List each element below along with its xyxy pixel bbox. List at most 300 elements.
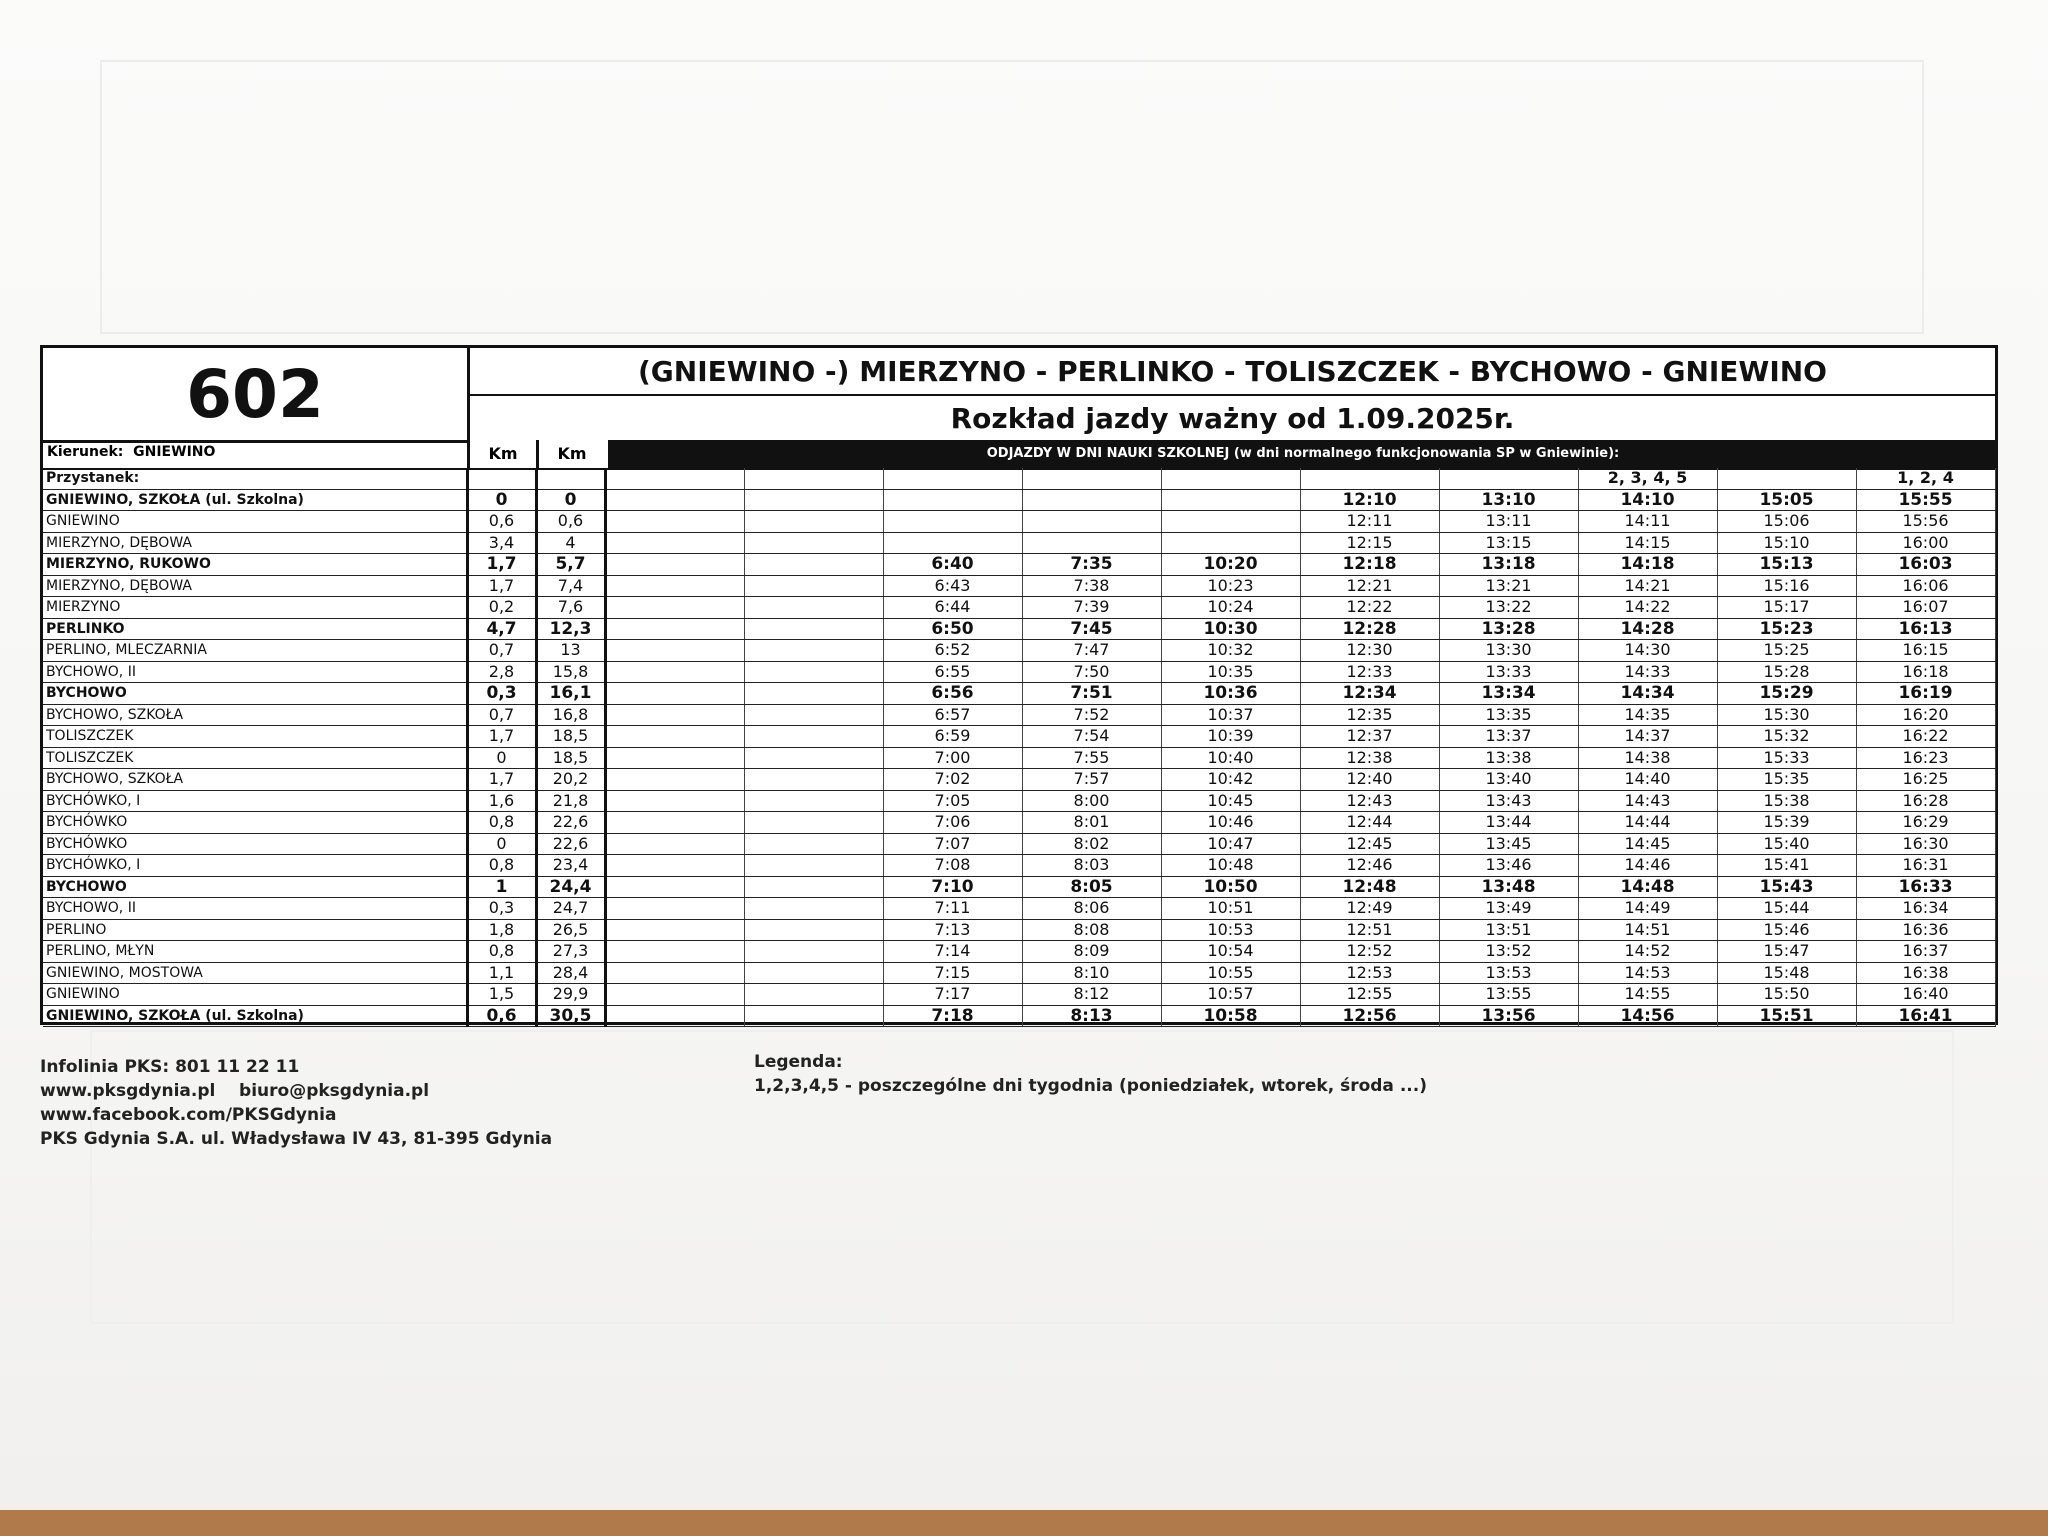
stop-name: MIERZYNO, DĘBOWA — [43, 532, 467, 554]
departure-time: 15:05 — [1717, 489, 1856, 511]
departure-time: 12:46 — [1300, 855, 1439, 877]
departure-time: 15:29 — [1717, 683, 1856, 705]
departure-time: 12:56 — [1300, 1005, 1439, 1027]
departure-time: 10:55 — [1161, 962, 1300, 984]
departure-time: 15:33 — [1717, 747, 1856, 769]
departure-time: 10:53 — [1161, 919, 1300, 941]
km-cumulative: 23,4 — [536, 855, 605, 877]
stop-name: BYCHOWO, SZKOŁA — [43, 769, 467, 791]
departure-time: 13:35 — [1439, 704, 1578, 726]
departure-time: 6:40 — [883, 554, 1022, 576]
departure-time: 16:20 — [1856, 704, 1995, 726]
departure-time: 14:35 — [1578, 704, 1717, 726]
departure-time: 14:46 — [1578, 855, 1717, 877]
km-cumulative: 15,8 — [536, 661, 605, 683]
departure-time: 16:40 — [1856, 984, 1995, 1006]
km-segment: 1,1 — [467, 962, 536, 984]
table-row — [43, 919, 1995, 941]
stop-name: TOLISZCZEK — [43, 726, 467, 748]
table-row — [43, 769, 1995, 791]
departure-time: 6:56 — [883, 683, 1022, 705]
km-segment: 0,3 — [467, 683, 536, 705]
departure-time — [744, 618, 883, 640]
departure-time: 8:06 — [1022, 898, 1161, 920]
departure-time: 10:48 — [1161, 855, 1300, 877]
departure-time: 7:10 — [883, 876, 1022, 898]
day-note: 1, 2, 4 — [1856, 468, 1995, 489]
timetable-grid — [43, 468, 1996, 1027]
departure-time — [744, 683, 883, 705]
departure-time: 8:10 — [1022, 962, 1161, 984]
departure-time: 8:12 — [1022, 984, 1161, 1006]
departure-time: 7:02 — [883, 769, 1022, 791]
departure-time: 14:51 — [1578, 919, 1717, 941]
table-row — [43, 876, 1995, 898]
stop-name: BYCHOWO, II — [43, 898, 467, 920]
departure-time: 13:21 — [1439, 575, 1578, 597]
table-row — [43, 812, 1995, 834]
departure-time: 8:09 — [1022, 941, 1161, 963]
departure-time: 15:10 — [1717, 532, 1856, 554]
departure-time: 15:48 — [1717, 962, 1856, 984]
departure-time: 16:33 — [1856, 876, 1995, 898]
legend-text: 1,2,3,4,5 - poszczególne dni tygodnia (poniedziałek, wtorek, środa ...) — [754, 1076, 1427, 1096]
spacer-cell — [605, 876, 744, 898]
departure-time: 15:46 — [1717, 919, 1856, 941]
departure-time: 7:35 — [1022, 554, 1161, 576]
departure-time: 6:44 — [883, 597, 1022, 619]
departure-time: 12:48 — [1300, 876, 1439, 898]
day-note — [883, 468, 1022, 489]
departure-time: 12:34 — [1300, 683, 1439, 705]
departure-time: 14:43 — [1578, 790, 1717, 812]
departure-time: 7:15 — [883, 962, 1022, 984]
departure-time: 13:11 — [1439, 511, 1578, 533]
spacer-cell — [605, 984, 744, 1006]
spacer-cell — [605, 898, 744, 920]
km-segment: 1,7 — [467, 554, 536, 576]
departure-time: 7:14 — [883, 941, 1022, 963]
departure-time — [744, 640, 883, 662]
departure-time: 7:38 — [1022, 575, 1161, 597]
direction-value: GNIEWINO — [133, 444, 216, 460]
departure-time: 13:55 — [1439, 984, 1578, 1006]
departure-time: 14:28 — [1578, 618, 1717, 640]
departure-time — [744, 769, 883, 791]
day-note — [1439, 468, 1578, 489]
departure-time: 13:52 — [1439, 941, 1578, 963]
spacer-cell — [605, 597, 744, 619]
departure-time — [744, 855, 883, 877]
spacer-cell — [605, 769, 744, 791]
departure-time: 7:51 — [1022, 683, 1161, 705]
departure-time: 12:28 — [1300, 618, 1439, 640]
table-row — [43, 511, 1995, 533]
spacer-cell — [605, 532, 744, 554]
departure-time: 14:52 — [1578, 941, 1717, 963]
table-row — [43, 704, 1995, 726]
spacer-cell — [605, 489, 744, 511]
km-segment: 0,7 — [467, 640, 536, 662]
departure-time: 16:07 — [1856, 597, 1995, 619]
departure-time: 12:10 — [1300, 489, 1439, 511]
km-segment: 0,8 — [467, 855, 536, 877]
km-cumulative: 24,7 — [536, 898, 605, 920]
stop-name: PERLINO, MŁYN — [43, 941, 467, 963]
departure-time: 15:51 — [1717, 1005, 1856, 1027]
km-cumulative: 21,8 — [536, 790, 605, 812]
departure-time: 16:22 — [1856, 726, 1995, 748]
table-row — [43, 532, 1995, 554]
km-segment: 1 — [467, 876, 536, 898]
departure-time: 12:44 — [1300, 812, 1439, 834]
departure-time — [744, 898, 883, 920]
table-row — [43, 1005, 1995, 1027]
stop-name: BYCHÓWKO, I — [43, 855, 467, 877]
km-cumulative: 27,3 — [536, 941, 605, 963]
table-row — [43, 790, 1995, 812]
km-cumulative: 28,4 — [536, 962, 605, 984]
departure-time: 16:19 — [1856, 683, 1995, 705]
departure-time: 16:41 — [1856, 1005, 1995, 1027]
departure-time: 8:13 — [1022, 1005, 1161, 1027]
departure-time: 7:18 — [883, 1005, 1022, 1027]
departure-time: 15:41 — [1717, 855, 1856, 877]
departure-time: 7:08 — [883, 855, 1022, 877]
spacer-cell — [605, 941, 744, 963]
km-header-segment: Km — [467, 440, 536, 468]
departure-time: 7:39 — [1022, 597, 1161, 619]
departure-time: 7:45 — [1022, 618, 1161, 640]
departure-time: 14:45 — [1578, 833, 1717, 855]
departure-time: 6:50 — [883, 618, 1022, 640]
direction — [47, 444, 215, 460]
departure-time: 13:53 — [1439, 962, 1578, 984]
stop-name: GNIEWINO — [43, 984, 467, 1006]
departure-time — [744, 876, 883, 898]
km-cumulative: 13 — [536, 640, 605, 662]
km-cumulative: 0,6 — [536, 511, 605, 533]
departure-time: 12:45 — [1300, 833, 1439, 855]
departure-time: 13:44 — [1439, 812, 1578, 834]
departure-time: 13:49 — [1439, 898, 1578, 920]
km-cumulative: 12,3 — [536, 618, 605, 640]
km-segment: 1,7 — [467, 575, 536, 597]
departure-time: 16:13 — [1856, 618, 1995, 640]
km-segment: 0,8 — [467, 812, 536, 834]
departure-time: 10:57 — [1161, 984, 1300, 1006]
departure-time: 12:22 — [1300, 597, 1439, 619]
departure-time: 6:57 — [883, 704, 1022, 726]
departure-time: 8:01 — [1022, 812, 1161, 834]
departure-time: 15:43 — [1717, 876, 1856, 898]
departure-time: 13:51 — [1439, 919, 1578, 941]
departure-time — [744, 661, 883, 683]
km-cumulative: 20,2 — [536, 769, 605, 791]
stop-name: MIERZYNO — [43, 597, 467, 619]
km-segment: 2,8 — [467, 661, 536, 683]
departures-header: ODJAZDY W DNI NAUKI SZKOLNEJ (w dni normalnego funkcjonowania SP w Gniewinie): — [608, 440, 1995, 468]
stop-name: GNIEWINO, MOSTOWA — [43, 962, 467, 984]
timetable — [40, 345, 1998, 1025]
departure-time: 6:52 — [883, 640, 1022, 662]
departure-time: 15:40 — [1717, 833, 1856, 855]
km-cumulative: 22,6 — [536, 812, 605, 834]
day-note — [1300, 468, 1439, 489]
km-header-cumulative: Km — [536, 440, 605, 468]
stop-name: BYCHOWO — [43, 683, 467, 705]
stop-name: GNIEWINO, SZKOŁA (ul. Szkolna) — [43, 1005, 467, 1027]
km-cumulative: 30,5 — [536, 1005, 605, 1027]
stop-name: PERLINO — [43, 919, 467, 941]
departure-time: 15:47 — [1717, 941, 1856, 963]
km-cumulative: 22,6 — [536, 833, 605, 855]
departure-time — [744, 833, 883, 855]
departure-time: 14:18 — [1578, 554, 1717, 576]
departure-time: 10:24 — [1161, 597, 1300, 619]
departure-time: 10:36 — [1161, 683, 1300, 705]
spacer-cell — [605, 747, 744, 769]
spacer-cell — [605, 683, 744, 705]
departure-time: 14:33 — [1578, 661, 1717, 683]
spacer-cell — [605, 812, 744, 834]
table-row — [43, 554, 1995, 576]
departure-time: 15:55 — [1856, 489, 1995, 511]
spacer-cell — [605, 962, 744, 984]
departure-time: 7:52 — [1022, 704, 1161, 726]
departure-time: 15:28 — [1717, 661, 1856, 683]
departure-time — [744, 1005, 883, 1027]
departure-time: 16:37 — [1856, 941, 1995, 963]
column-header-row — [43, 440, 1995, 470]
km-segment: 4,7 — [467, 618, 536, 640]
departure-time: 15:35 — [1717, 769, 1856, 791]
table-row — [43, 898, 1995, 920]
departure-time: 14:49 — [1578, 898, 1717, 920]
departure-time — [883, 489, 1022, 511]
departure-time: 16:29 — [1856, 812, 1995, 834]
day-note — [1022, 468, 1161, 489]
departure-time: 10:46 — [1161, 812, 1300, 834]
departure-time: 7:47 — [1022, 640, 1161, 662]
departure-time: 16:03 — [1856, 554, 1995, 576]
departure-time: 10:58 — [1161, 1005, 1300, 1027]
departure-time: 12:53 — [1300, 962, 1439, 984]
departure-time: 16:23 — [1856, 747, 1995, 769]
km-cumulative: 18,5 — [536, 726, 605, 748]
departure-time — [744, 511, 883, 533]
km-cumulative: 18,5 — [536, 747, 605, 769]
departure-time: 15:38 — [1717, 790, 1856, 812]
departure-time: 12:55 — [1300, 984, 1439, 1006]
departure-time: 13:22 — [1439, 597, 1578, 619]
departure-time: 15:17 — [1717, 597, 1856, 619]
show-through-frame — [100, 60, 1924, 334]
spacer-cell — [605, 919, 744, 941]
table-row — [43, 962, 1995, 984]
departure-time: 15:25 — [1717, 640, 1856, 662]
table-row — [43, 747, 1995, 769]
departure-time: 15:23 — [1717, 618, 1856, 640]
direction-label: Kierunek: — [47, 444, 124, 460]
departure-time: 10:20 — [1161, 554, 1300, 576]
departure-time: 12:35 — [1300, 704, 1439, 726]
departure-time: 13:43 — [1439, 790, 1578, 812]
departure-time: 13:40 — [1439, 769, 1578, 791]
departure-time: 14:44 — [1578, 812, 1717, 834]
departure-time: 10:32 — [1161, 640, 1300, 662]
table-row — [43, 618, 1995, 640]
departure-time — [744, 554, 883, 576]
spacer-cell — [605, 855, 744, 877]
departure-time: 12:38 — [1300, 747, 1439, 769]
km-segment: 1,7 — [467, 769, 536, 791]
departure-time: 13:34 — [1439, 683, 1578, 705]
table-row — [43, 640, 1995, 662]
departure-time: 14:21 — [1578, 575, 1717, 597]
km-segment: 1,8 — [467, 919, 536, 941]
km-segment: 0,3 — [467, 898, 536, 920]
departure-time: 13:28 — [1439, 618, 1578, 640]
departure-time: 14:55 — [1578, 984, 1717, 1006]
departure-time: 14:30 — [1578, 640, 1717, 662]
departure-time: 13:33 — [1439, 661, 1578, 683]
km-segment: 0,7 — [467, 704, 536, 726]
departure-time: 14:10 — [1578, 489, 1717, 511]
stop-name: GNIEWINO — [43, 511, 467, 533]
departure-time: 6:59 — [883, 726, 1022, 748]
departure-time: 12:51 — [1300, 919, 1439, 941]
company-address: PKS Gdynia S.A. ul. Władysława IV 43, 81-395 Gdynia — [40, 1129, 553, 1149]
departure-time: 15:16 — [1717, 575, 1856, 597]
departure-time: 13:45 — [1439, 833, 1578, 855]
departure-time: 10:40 — [1161, 747, 1300, 769]
km-cell — [467, 468, 536, 489]
km-cell — [536, 468, 605, 489]
departure-time — [744, 941, 883, 963]
departure-time — [744, 489, 883, 511]
departure-time: 8:05 — [1022, 876, 1161, 898]
departure-time — [744, 704, 883, 726]
departure-time: 16:36 — [1856, 919, 1995, 941]
table-row — [43, 597, 1995, 619]
spacer-cell — [605, 640, 744, 662]
departure-time: 15:50 — [1717, 984, 1856, 1006]
spacer-cell — [605, 575, 744, 597]
departure-time: 7:13 — [883, 919, 1022, 941]
departure-time: 12:52 — [1300, 941, 1439, 963]
departure-time — [744, 790, 883, 812]
departure-time: 13:48 — [1439, 876, 1578, 898]
departure-time: 12:11 — [1300, 511, 1439, 533]
km-segment: 0,6 — [467, 1005, 536, 1027]
stops-header-row — [43, 468, 1995, 489]
km-cumulative: 5,7 — [536, 554, 605, 576]
day-note — [1717, 468, 1856, 489]
departure-time — [744, 812, 883, 834]
departure-time: 7:57 — [1022, 769, 1161, 791]
km-cumulative: 16,1 — [536, 683, 605, 705]
contact-info — [40, 1055, 552, 1151]
day-note: 2, 3, 4, 5 — [1578, 468, 1717, 489]
departure-time: 16:28 — [1856, 790, 1995, 812]
km-segment: 0,8 — [467, 941, 536, 963]
departure-time: 7:05 — [883, 790, 1022, 812]
spacer-cell — [605, 726, 744, 748]
departure-time: 13:37 — [1439, 726, 1578, 748]
departure-time — [744, 726, 883, 748]
departure-time: 16:31 — [1856, 855, 1995, 877]
departure-time: 13:15 — [1439, 532, 1578, 554]
departure-time: 6:55 — [883, 661, 1022, 683]
validity-note: Rozkład jazdy ważny od 1.09.2025r. — [950, 401, 1515, 435]
day-note — [1161, 468, 1300, 489]
departure-time: 14:48 — [1578, 876, 1717, 898]
departure-time — [744, 597, 883, 619]
departure-time: 10:23 — [1161, 575, 1300, 597]
departure-time: 10:54 — [1161, 941, 1300, 963]
km-segment: 0 — [467, 747, 536, 769]
spacer-cell — [605, 833, 744, 855]
spacer-cell — [605, 704, 744, 726]
table-row — [43, 941, 1995, 963]
departure-time: 15:44 — [1717, 898, 1856, 920]
table-row — [43, 683, 1995, 705]
departure-time: 15:06 — [1717, 511, 1856, 533]
day-note — [744, 468, 883, 489]
departure-time: 12:43 — [1300, 790, 1439, 812]
departure-time: 7:06 — [883, 812, 1022, 834]
departure-time: 13:46 — [1439, 855, 1578, 877]
departure-time: 14:37 — [1578, 726, 1717, 748]
departure-time: 14:56 — [1578, 1005, 1717, 1027]
table-row — [43, 855, 1995, 877]
km-segment: 0,2 — [467, 597, 536, 619]
departure-time: 10:39 — [1161, 726, 1300, 748]
km-segment: 0,6 — [467, 511, 536, 533]
departure-time — [744, 984, 883, 1006]
timetable-body — [43, 468, 1995, 1027]
departure-time: 16:25 — [1856, 769, 1995, 791]
departure-time: 7:55 — [1022, 747, 1161, 769]
departure-time: 10:42 — [1161, 769, 1300, 791]
website-email: www.pksgdynia.pl biuro@pksgdynia.pl — [40, 1081, 430, 1101]
departure-time: 12:15 — [1300, 532, 1439, 554]
stop-name: BYCHOWO — [43, 876, 467, 898]
table-row — [43, 575, 1995, 597]
stops-header: Przystanek: — [43, 468, 467, 489]
departure-time: 12:30 — [1300, 640, 1439, 662]
departure-time: 7:17 — [883, 984, 1022, 1006]
table-row — [43, 489, 1995, 511]
departure-time — [1022, 489, 1161, 511]
departure-time: 12:33 — [1300, 661, 1439, 683]
departure-time: 16:18 — [1856, 661, 1995, 683]
departure-time — [1161, 489, 1300, 511]
departure-time — [744, 575, 883, 597]
departure-time: 12:18 — [1300, 554, 1439, 576]
departure-time — [883, 511, 1022, 533]
departure-time: 15:56 — [1856, 511, 1995, 533]
stop-name: PERLINO, MLECZARNIA — [43, 640, 467, 662]
departure-time: 14:38 — [1578, 747, 1717, 769]
departure-time: 14:40 — [1578, 769, 1717, 791]
departure-time: 8:03 — [1022, 855, 1161, 877]
departure-time — [744, 532, 883, 554]
km-cumulative: 29,9 — [536, 984, 605, 1006]
departure-time: 14:11 — [1578, 511, 1717, 533]
km-segment: 1,7 — [467, 726, 536, 748]
